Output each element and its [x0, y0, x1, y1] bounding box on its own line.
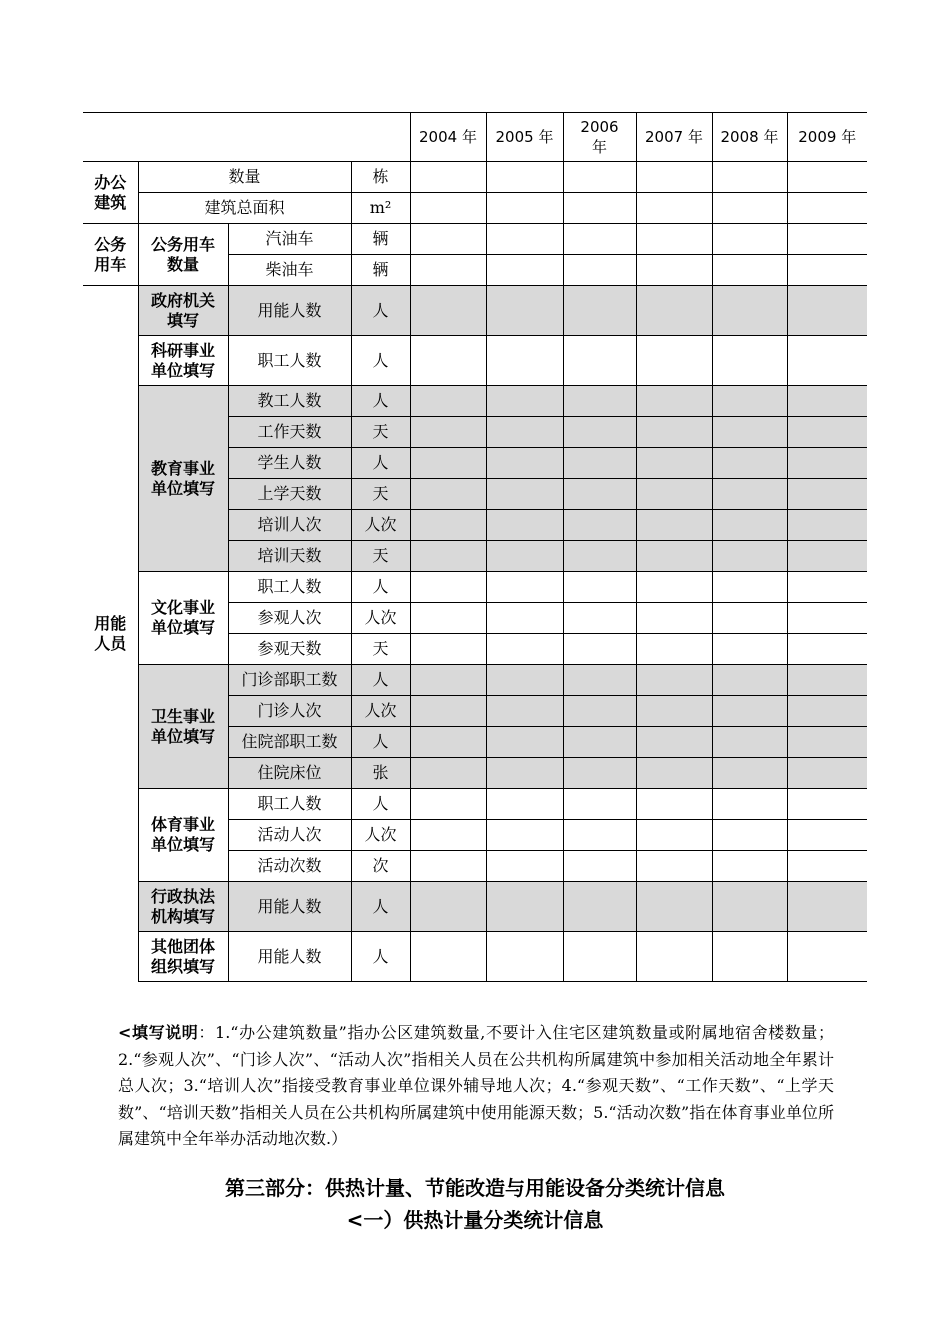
subgroup-label: 其他团体 组织填写: [138, 932, 228, 982]
data-cell[interactable]: [787, 386, 867, 417]
data-cell[interactable]: [486, 386, 563, 417]
data-cell[interactable]: [486, 634, 563, 665]
data-cell[interactable]: [787, 727, 867, 758]
data-cell[interactable]: [486, 162, 563, 193]
data-cell[interactable]: [712, 386, 787, 417]
data-cell[interactable]: [563, 727, 636, 758]
item-label: 门诊人次: [228, 696, 351, 727]
data-cell[interactable]: [787, 448, 867, 479]
data-cell[interactable]: [712, 162, 787, 193]
unit-label: 天: [351, 634, 410, 665]
data-cell[interactable]: [486, 286, 563, 336]
unit-label: 人: [351, 572, 410, 603]
data-cell[interactable]: [486, 882, 563, 932]
data-cell[interactable]: [563, 255, 636, 286]
data-cell[interactable]: [712, 224, 787, 255]
data-cell[interactable]: [486, 510, 563, 541]
data-cell[interactable]: [636, 224, 712, 255]
note-text: ：1.“办公建筑数量”指办公区建筑数量,不要计入住宅区建筑数量或附属地宿舍楼数量；2.“参观人次”、“门诊人次”、“活动人次”指相关人员在公共机构所属建筑中参加相关活动地全年累计总人次；3.“培训人次”指接受教育事业单位课外辅导地人次；4.“参观天数”、“工作天数”、“上学天数”、“培训天数”指相关人员在公共机构所属建筑中使用能源天数；5.“活动次数”指在体育事业单位所属建筑中全年举办活动地次数.）: [118, 1023, 834, 1148]
data-cell[interactable]: [563, 541, 636, 572]
unit-label: 人次: [351, 510, 410, 541]
data-cell[interactable]: [563, 634, 636, 665]
subgroup-label: 文化事业 单位填写: [138, 572, 228, 665]
data-cell[interactable]: [486, 193, 563, 224]
data-cell[interactable]: [787, 479, 867, 510]
subgroup-label: 公务用车 数量: [138, 224, 228, 286]
data-cell[interactable]: [787, 696, 867, 727]
data-cell[interactable]: [636, 286, 712, 336]
unit-label: 天: [351, 541, 410, 572]
unit-label: 人: [351, 932, 410, 982]
data-cell[interactable]: [410, 665, 486, 696]
data-cell[interactable]: [712, 665, 787, 696]
data-cell[interactable]: [563, 510, 636, 541]
data-cell[interactable]: [410, 758, 486, 789]
data-cell[interactable]: [486, 758, 563, 789]
data-cell[interactable]: [486, 572, 563, 603]
data-cell[interactable]: [636, 386, 712, 417]
data-cell[interactable]: [410, 789, 486, 820]
data-cell[interactable]: [636, 665, 712, 696]
data-cell[interactable]: [410, 603, 486, 634]
data-cell[interactable]: [563, 193, 636, 224]
item-label: 用能人数: [228, 932, 351, 982]
data-cell[interactable]: [410, 336, 486, 386]
data-cell[interactable]: [636, 336, 712, 386]
subgroup-label: 教育事业 单位填写: [138, 386, 228, 572]
data-cell[interactable]: [712, 882, 787, 932]
unit-label: 人: [351, 727, 410, 758]
item-label: 职工人数: [228, 336, 351, 386]
unit-label: 人: [351, 665, 410, 696]
unit-label: 天: [351, 479, 410, 510]
data-cell[interactable]: [787, 193, 867, 224]
data-cell[interactable]: [486, 851, 563, 882]
data-cell[interactable]: [410, 255, 486, 286]
year-header: 2006 年: [563, 113, 636, 162]
item-label: 工作天数: [228, 417, 351, 448]
data-cell[interactable]: [636, 789, 712, 820]
item-label: 活动次数: [228, 851, 351, 882]
item-label: 活动人次: [228, 820, 351, 851]
subsection-title: <一）供热计量分类统计信息: [346, 1208, 604, 1232]
data-cell[interactable]: [636, 255, 712, 286]
data-cell[interactable]: [712, 448, 787, 479]
statistics-table: [83, 112, 867, 982]
data-cell[interactable]: [712, 193, 787, 224]
unit-label: 人次: [351, 820, 410, 851]
data-cell[interactable]: [787, 162, 867, 193]
data-cell[interactable]: [486, 789, 563, 820]
item-label: 职工人数: [228, 789, 351, 820]
item-label: 职工人数: [228, 572, 351, 603]
data-cell[interactable]: [563, 286, 636, 336]
data-cell[interactable]: [563, 882, 636, 932]
data-cell[interactable]: [712, 541, 787, 572]
item-label: 教工人数: [228, 386, 351, 417]
data-cell[interactable]: [636, 932, 712, 982]
data-cell[interactable]: [486, 336, 563, 386]
data-cell[interactable]: [787, 336, 867, 386]
group-label-office: 办公 建筑: [83, 162, 138, 224]
year-header: 2007 年: [636, 113, 712, 162]
data-cell[interactable]: [563, 603, 636, 634]
data-cell[interactable]: [486, 696, 563, 727]
data-cell[interactable]: [787, 286, 867, 336]
data-cell[interactable]: [636, 448, 712, 479]
item-label: 上学天数: [228, 479, 351, 510]
data-cell[interactable]: [563, 386, 636, 417]
data-cell[interactable]: [787, 224, 867, 255]
data-cell[interactable]: [712, 820, 787, 851]
unit-label: 人次: [351, 696, 410, 727]
unit-label: 次: [351, 851, 410, 882]
item-label: 建筑总面积: [138, 193, 351, 224]
table-row: [83, 336, 867, 386]
table-row: [83, 224, 867, 255]
unit-label: 辆: [351, 224, 410, 255]
data-cell[interactable]: [410, 634, 486, 665]
unit-label: 张: [351, 758, 410, 789]
data-cell[interactable]: [636, 820, 712, 851]
data-cell[interactable]: [787, 758, 867, 789]
data-cell[interactable]: [410, 417, 486, 448]
unit-label: 人: [351, 286, 410, 336]
data-cell[interactable]: [636, 634, 712, 665]
item-label: 门诊部职工数: [228, 665, 351, 696]
data-cell[interactable]: [712, 851, 787, 882]
data-cell[interactable]: [486, 541, 563, 572]
table-row: [83, 665, 867, 696]
table-row: [83, 162, 867, 193]
item-label: 学生人数: [228, 448, 351, 479]
data-cell[interactable]: [787, 932, 867, 982]
data-cell[interactable]: [787, 882, 867, 932]
data-cell[interactable]: [486, 727, 563, 758]
data-cell[interactable]: [563, 851, 636, 882]
data-cell[interactable]: [410, 224, 486, 255]
unit-label: 天: [351, 417, 410, 448]
data-cell[interactable]: [636, 851, 712, 882]
data-cell[interactable]: [787, 603, 867, 634]
data-cell[interactable]: [486, 603, 563, 634]
data-cell[interactable]: [712, 603, 787, 634]
data-cell[interactable]: [486, 448, 563, 479]
item-label: 柴油车: [228, 255, 351, 286]
data-cell[interactable]: [410, 162, 486, 193]
item-label: 培训天数: [228, 541, 351, 572]
data-cell[interactable]: [636, 696, 712, 727]
data-cell[interactable]: [563, 758, 636, 789]
data-cell[interactable]: [787, 417, 867, 448]
data-cell[interactable]: [712, 696, 787, 727]
data-cell[interactable]: [563, 162, 636, 193]
data-cell[interactable]: [712, 758, 787, 789]
fill-instructions: [118, 1020, 834, 1153]
data-cell[interactable]: [636, 882, 712, 932]
table-row: [83, 572, 867, 603]
data-cell[interactable]: [712, 286, 787, 336]
data-cell[interactable]: [787, 820, 867, 851]
table-row: [83, 386, 867, 417]
subgroup-label: 体育事业 单位填写: [138, 789, 228, 882]
data-cell[interactable]: [410, 448, 486, 479]
item-label: 培训人次: [228, 510, 351, 541]
data-cell[interactable]: [636, 193, 712, 224]
data-cell[interactable]: [410, 193, 486, 224]
data-cell[interactable]: [712, 510, 787, 541]
data-cell[interactable]: [563, 448, 636, 479]
item-label: 用能人数: [228, 882, 351, 932]
data-cell[interactable]: [712, 634, 787, 665]
data-cell[interactable]: [712, 479, 787, 510]
item-label: 住院部职工数: [228, 727, 351, 758]
group-label-staff: 用能 人员: [83, 286, 138, 982]
data-cell[interactable]: [410, 386, 486, 417]
data-cell[interactable]: [410, 882, 486, 932]
data-cell[interactable]: [563, 572, 636, 603]
year-header: 2009 年: [787, 113, 867, 162]
data-cell[interactable]: [636, 162, 712, 193]
data-cell[interactable]: [712, 336, 787, 386]
subgroup-label: 科研事业 单位填写: [138, 336, 228, 386]
data-cell[interactable]: [712, 789, 787, 820]
note-label: <填写说明: [118, 1023, 199, 1042]
table-row: [83, 193, 867, 224]
data-cell[interactable]: [787, 541, 867, 572]
data-cell[interactable]: [486, 479, 563, 510]
unit-label: 人: [351, 882, 410, 932]
data-cell[interactable]: [636, 510, 712, 541]
data-cell[interactable]: [712, 727, 787, 758]
data-cell[interactable]: [787, 851, 867, 882]
data-cell[interactable]: [410, 510, 486, 541]
year-header: 2008 年: [712, 113, 787, 162]
data-cell[interactable]: [563, 820, 636, 851]
table-row: [83, 789, 867, 820]
unit-label: 栋: [351, 162, 410, 193]
data-cell[interactable]: [636, 758, 712, 789]
data-cell[interactable]: [486, 224, 563, 255]
unit-label: 人: [351, 336, 410, 386]
section-title: 第三部分：供热计量、节能改造与用能设备分类统计信息: [225, 1176, 725, 1200]
data-cell[interactable]: [636, 541, 712, 572]
blank-header-cell: [83, 113, 410, 162]
data-cell[interactable]: [563, 932, 636, 982]
data-cell[interactable]: [636, 727, 712, 758]
data-cell[interactable]: [410, 696, 486, 727]
unit-label: 人次: [351, 603, 410, 634]
data-cell[interactable]: [563, 224, 636, 255]
table-row: [83, 286, 867, 336]
data-cell[interactable]: [410, 286, 486, 336]
data-cell[interactable]: [410, 572, 486, 603]
data-cell[interactable]: [787, 510, 867, 541]
data-cell[interactable]: [486, 417, 563, 448]
data-cell[interactable]: [563, 479, 636, 510]
subgroup-label: 卫生事业 单位填写: [138, 665, 228, 789]
data-cell[interactable]: [712, 572, 787, 603]
data-cell[interactable]: [410, 851, 486, 882]
subgroup-label: 政府机关 填写: [138, 286, 228, 336]
data-cell[interactable]: [787, 789, 867, 820]
item-label: 住院床位: [228, 758, 351, 789]
subgroup-label: 行政执法 机构填写: [138, 882, 228, 932]
data-cell[interactable]: [636, 417, 712, 448]
data-cell[interactable]: [486, 820, 563, 851]
item-label: 数量: [138, 162, 351, 193]
data-cell[interactable]: [636, 479, 712, 510]
data-cell[interactable]: [486, 932, 563, 982]
data-cell[interactable]: [787, 665, 867, 696]
data-cell[interactable]: [563, 665, 636, 696]
data-cell[interactable]: [410, 479, 486, 510]
data-cell[interactable]: [410, 541, 486, 572]
unit-label: 人: [351, 789, 410, 820]
table-row: [83, 932, 867, 982]
data-cell[interactable]: [410, 820, 486, 851]
data-cell[interactable]: [563, 789, 636, 820]
data-cell[interactable]: [636, 603, 712, 634]
year-header: 2004 年: [410, 113, 486, 162]
data-cell[interactable]: [486, 255, 563, 286]
data-cell[interactable]: [712, 255, 787, 286]
unit-label: 人: [351, 448, 410, 479]
data-cell[interactable]: [712, 417, 787, 448]
data-cell[interactable]: [712, 932, 787, 982]
item-label: 用能人数: [228, 286, 351, 336]
data-cell[interactable]: [787, 572, 867, 603]
unit-label: 人: [351, 386, 410, 417]
data-cell[interactable]: [486, 665, 563, 696]
data-cell[interactable]: [410, 727, 486, 758]
unit-label: m²: [351, 193, 410, 224]
unit-label: 辆: [351, 255, 410, 286]
data-cell[interactable]: [563, 336, 636, 386]
year-header-row: [83, 113, 867, 162]
data-cell[interactable]: [636, 572, 712, 603]
table-row: [83, 882, 867, 932]
data-cell[interactable]: [787, 634, 867, 665]
item-label: 汽油车: [228, 224, 351, 255]
item-label: 参观人次: [228, 603, 351, 634]
item-label: 参观天数: [228, 634, 351, 665]
data-cell[interactable]: [563, 696, 636, 727]
data-cell[interactable]: [410, 932, 486, 982]
data-cell[interactable]: [787, 255, 867, 286]
year-header: 2005 年: [486, 113, 563, 162]
group-label-cars: 公务 用车: [83, 224, 138, 286]
data-cell[interactable]: [563, 417, 636, 448]
